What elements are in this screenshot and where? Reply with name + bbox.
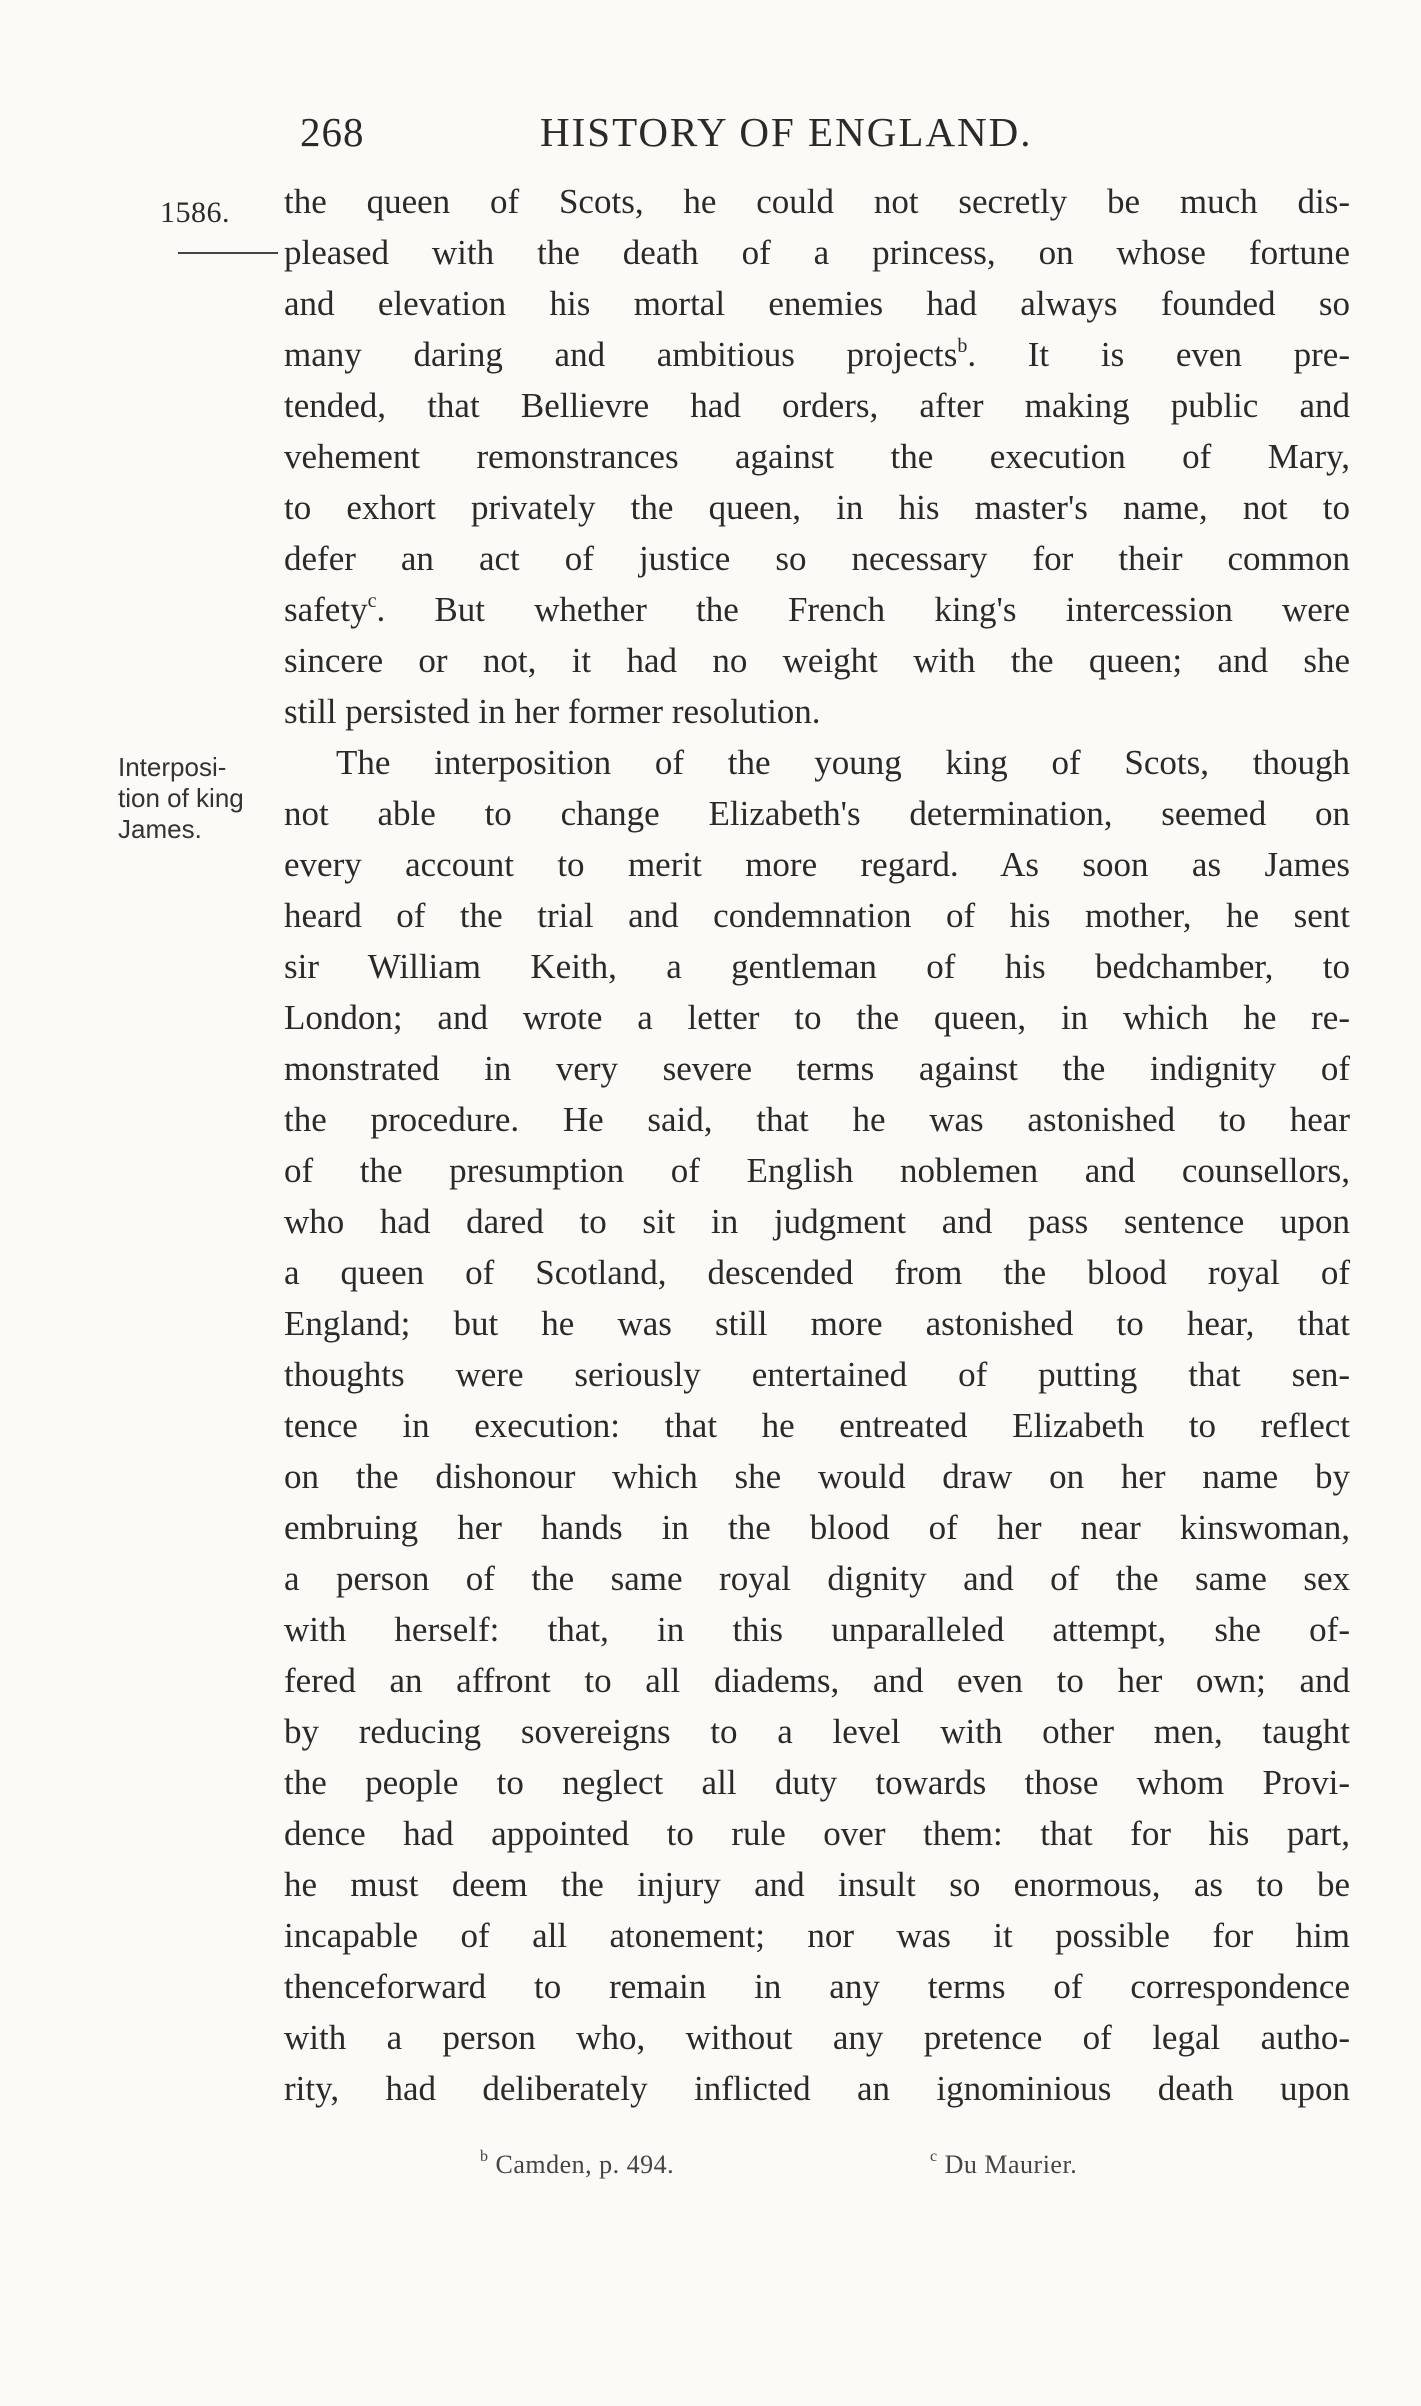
text-line xyxy=(284,584,1350,635)
footnote-c-mark: c xyxy=(930,2148,938,2165)
text-line: on the dishonour which she would draw on her name by xyxy=(284,1457,1350,1496)
footnote-c xyxy=(930,2150,1077,2180)
text-segment: . It is even pre- xyxy=(967,335,1350,374)
side-note xyxy=(118,752,293,845)
text-line: he must deem the injury and insult so enormous, as to be xyxy=(284,1865,1350,1904)
text-line: dence had appointed to rule over them: that for his part, xyxy=(284,1814,1350,1853)
text-line: rity, had deliberately inflicted an ignominious death upon xyxy=(284,2069,1350,2108)
text-line: every account to merit more regard. As soon as James xyxy=(284,845,1350,884)
text-line xyxy=(284,329,1350,380)
footnote-b xyxy=(480,2150,674,2180)
year-divider xyxy=(178,252,278,254)
text-line: a person of the same royal dignity and of the same sex xyxy=(284,1559,1350,1598)
footnote-b-mark: b xyxy=(480,2148,489,2165)
text-line: of the presumption of English noblemen and counsellors, xyxy=(284,1151,1350,1190)
footnote-b-text: Camden, p. 494. xyxy=(495,2150,675,2179)
text-segment: safety xyxy=(284,590,368,629)
side-note-line: Interposi- xyxy=(118,752,227,782)
footnote-mark-c: c xyxy=(367,590,377,612)
text-segment: . But whether the French king's intercession were xyxy=(376,590,1350,629)
page-number: 268 xyxy=(300,109,365,155)
footnote-c-text: Du Maurier. xyxy=(944,2150,1078,2179)
text-line: sincere or not, it had no weight with the queen; and she xyxy=(284,641,1350,680)
text-line: with herself: that, in this unparalleled attempt, she of- xyxy=(284,1610,1350,1649)
margin-year: 1586. xyxy=(160,196,230,229)
text-line: still persisted in her former resolution. xyxy=(284,692,821,731)
running-head xyxy=(0,108,1421,158)
text-line: vehement remonstrances against the execution of Mary, xyxy=(284,437,1350,476)
text-line: defer an act of justice so necessary for their common xyxy=(284,539,1350,578)
text-line: the procedure. He said, that he was astonished to hear xyxy=(284,1100,1350,1139)
text-line: fered an affront to all diadems, and even to her own; and xyxy=(284,1661,1350,1700)
text-line: and elevation his mortal enemies had always founded so xyxy=(284,284,1350,323)
text-line: sir William Keith, a gentleman of his bedchamber, to xyxy=(284,947,1350,986)
text-line: who had dared to sit in judgment and pass sentence upon xyxy=(284,1202,1350,1241)
side-note-line: James. xyxy=(118,814,202,844)
text-line: England; but he was still more astonished to hear, that xyxy=(284,1304,1350,1343)
text-line: tended, that Bellievre had orders, after making public and xyxy=(284,386,1350,425)
text-line: monstrated in very severe terms against the indignity of xyxy=(284,1049,1350,1088)
text-line: not able to change Elizabeth's determination, seemed on xyxy=(284,794,1350,833)
text-line: to exhort privately the queen, in his master's name, not to xyxy=(284,488,1350,527)
text-line: with a person who, without any pretence of legal autho- xyxy=(284,2018,1350,2057)
text-line: heard of the trial and condemnation of his mother, he sent xyxy=(284,896,1350,935)
text-line: The interposition of the young king of Scots, though xyxy=(336,743,1350,782)
text-line: the queen of Scots, he could not secretly be much dis- xyxy=(284,182,1350,221)
running-title: HISTORY OF ENGLAND. xyxy=(540,109,1033,155)
text-line: embruing her hands in the blood of her near kinswoman, xyxy=(284,1508,1350,1547)
text-line: pleased with the death of a princess, on whose fortune xyxy=(284,233,1350,272)
text-line: the people to neglect all duty towards those whom Provi- xyxy=(284,1763,1350,1802)
footnote-mark-b: b xyxy=(957,335,968,357)
text-segment: many daring and ambitious projects xyxy=(284,335,958,374)
text-line: London; and wrote a letter to the queen, in which he re- xyxy=(284,998,1350,1037)
text-line: by reducing sovereigns to a level with other men, taught xyxy=(284,1712,1350,1751)
text-line: incapable of all atonement; nor was it possible for him xyxy=(284,1916,1350,1955)
text-line: tence in execution: that he entreated Elizabeth to reflect xyxy=(284,1406,1350,1445)
text-line: a queen of Scotland, descended from the blood royal of xyxy=(284,1253,1350,1292)
body-text xyxy=(284,176,1350,2114)
text-line: thenceforward to remain in any terms of correspondence xyxy=(284,1967,1350,2006)
text-line: thoughts were seriously entertained of putting that sen- xyxy=(284,1355,1350,1394)
side-note-line: tion of king xyxy=(118,783,244,813)
footnotes xyxy=(0,2150,1421,2190)
